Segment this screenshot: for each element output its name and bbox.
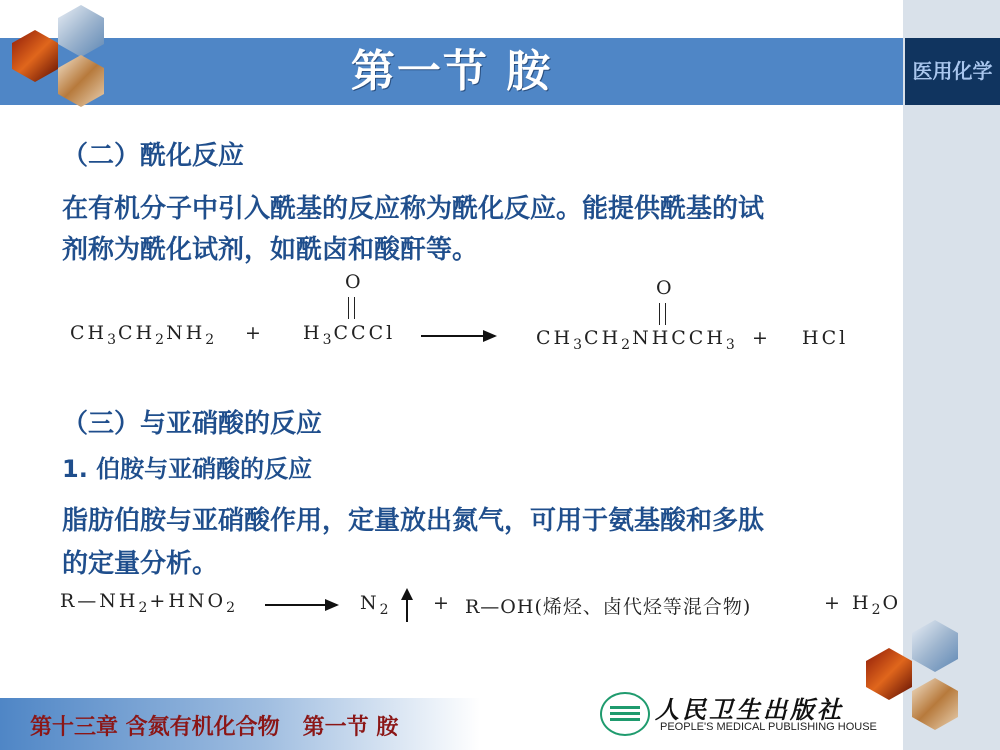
course-badge: 医用化学: [905, 38, 1000, 105]
product-alcohol: R—OH(烯烃、卤代烃等混合物): [465, 596, 752, 618]
plus-sign: +: [433, 592, 452, 614]
paragraph-line: 脂肪伯胺与亚硝酸作用，定量放出氮气，可用于氨基酸和多肽: [62, 506, 765, 536]
reaction-arrow: [421, 335, 495, 337]
paragraph-line: 的定量分析。: [62, 549, 219, 579]
publisher-name-cn: 人民卫生出版社: [655, 695, 844, 724]
reactant-acetyl-chloride: $H_3CCCl$: [303, 322, 396, 348]
double-bond: [348, 297, 355, 319]
plus-sign: +: [752, 327, 771, 349]
page-title: 第一节 胺: [350, 46, 553, 97]
gas-up-arrow-icon: [406, 592, 408, 622]
double-bond: [659, 303, 666, 325]
product-acetamide: $CH_3CH_2NHCCH_3$: [536, 327, 737, 353]
product-water: $H_2O$: [852, 592, 902, 618]
reaction-arrow: [265, 604, 337, 606]
subheading: 1. 伯胺与亚硝酸的反应: [62, 455, 313, 483]
publisher-name-en: PEOPLE'S MEDICAL PUBLISHING HOUSE: [660, 721, 877, 733]
product-hcl: HCl: [802, 327, 849, 349]
carbonyl-oxygen: O: [656, 277, 675, 299]
reactants-amine-nitrous: $R—NH_2+HNO_2$: [60, 590, 238, 616]
carbonyl-oxygen: O: [345, 271, 364, 293]
reactant-ethylamine: $CH_3CH_2NH_2$: [70, 322, 217, 348]
footer-chapter-title: 第十三章 含氮有机化合物 第一节 胺: [30, 715, 399, 740]
plus-sign: +: [824, 592, 843, 614]
section-heading-nitrous-acid: （三）与亚硝酸的反应: [62, 409, 323, 439]
publisher-logo-icon: [600, 692, 650, 736]
section-heading-acylation: （二）酰化反应: [62, 141, 245, 171]
product-nitrogen: $N_2$: [360, 592, 391, 618]
paragraph-line: 在有机分子中引入酰基的反应称为酰化反应。能提供酰基的试: [62, 194, 765, 224]
paragraph-line: 剂称为酰化试剂，如酰卤和酸酐等。: [62, 235, 479, 265]
plus-sign: +: [245, 322, 264, 344]
